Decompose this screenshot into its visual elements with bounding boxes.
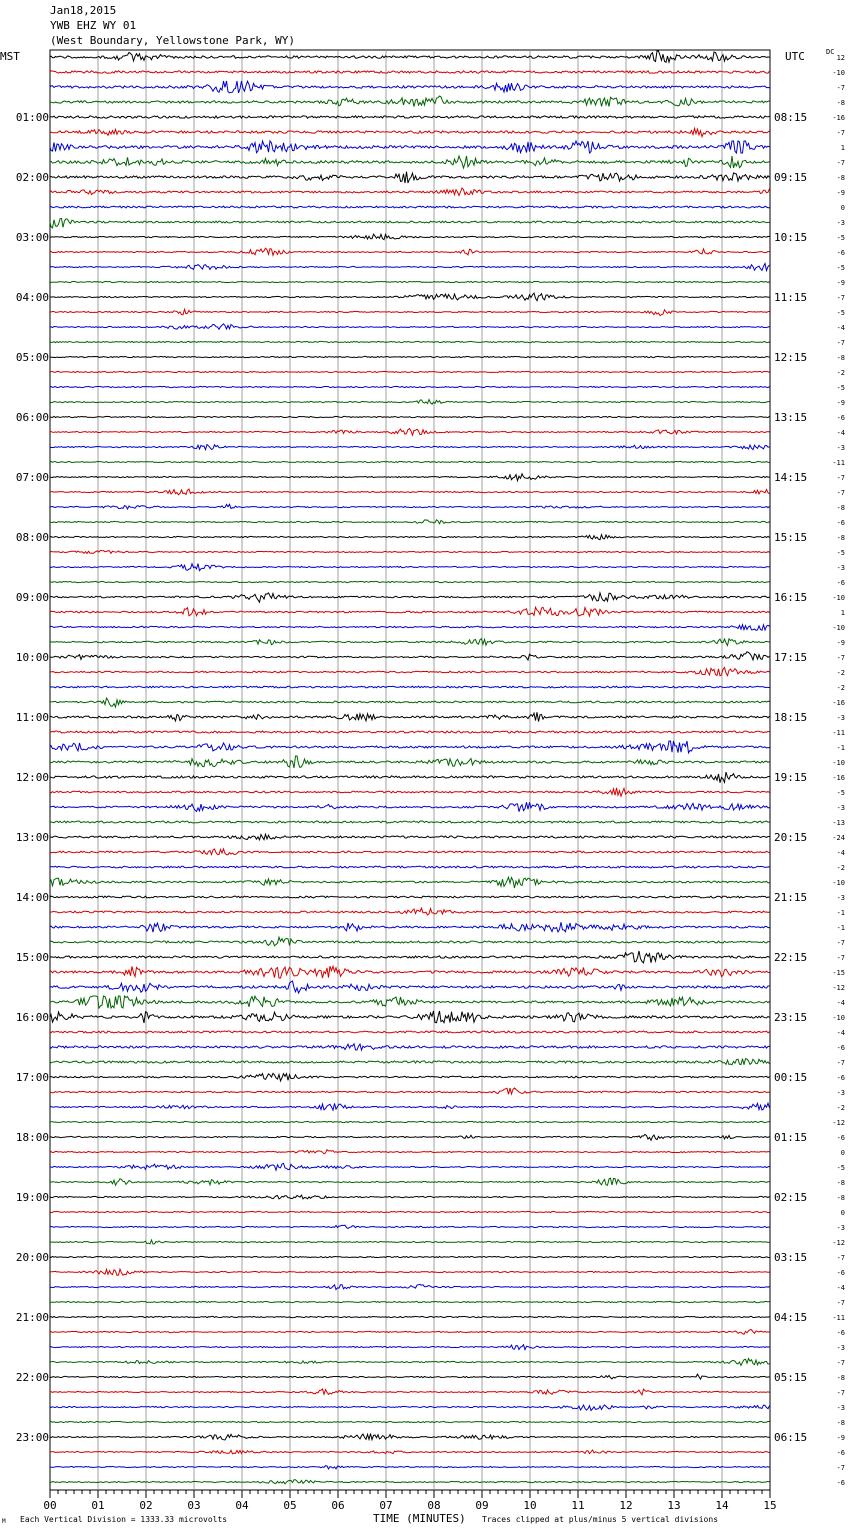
trace-line	[50, 1450, 770, 1454]
dc-offset-label: -2	[836, 669, 845, 677]
trace-line	[50, 1389, 770, 1395]
trace-line	[50, 581, 770, 582]
trace-line	[50, 821, 770, 823]
trace-line	[50, 206, 770, 208]
right-hour-label: 02:15	[774, 1191, 808, 1204]
left-hour-label: 18:00	[15, 1131, 49, 1144]
location-label: (West Boundary, Yellowstone Park, WY)	[50, 34, 296, 47]
trace-line	[50, 834, 770, 840]
dc-offset-label: 0	[840, 1209, 845, 1217]
trace-line	[50, 188, 770, 196]
x-tick-label: 15	[763, 1499, 777, 1512]
dc-offset-label: -8	[836, 174, 845, 182]
dc-offset-label: -2	[836, 864, 845, 872]
trace-line	[50, 877, 770, 888]
right-hour-label: 04:15	[774, 1311, 808, 1324]
right-hour-label: 15:15	[774, 531, 808, 544]
x-tick-label: 04	[235, 1499, 249, 1512]
dc-offset-label: -6	[836, 1134, 845, 1142]
x-axis-title: TIME (MINUTES)	[373, 1512, 466, 1525]
dc-offset-label: 1	[840, 144, 845, 152]
trace-line	[50, 698, 770, 707]
trace-line	[50, 1330, 770, 1335]
trace-line	[50, 908, 770, 915]
dc-offset-label: -9	[836, 639, 845, 647]
dc-offset-label: -7	[836, 339, 845, 347]
left-hour-label: 17:00	[15, 1071, 49, 1084]
dc-offset-label: -12	[832, 1239, 845, 1247]
trace-line	[50, 1256, 770, 1257]
right-timezone-label: UTC	[785, 50, 805, 63]
dc-offset-label: -8	[836, 1374, 845, 1382]
trace-line	[50, 281, 770, 282]
trace-line	[50, 1103, 770, 1110]
dc-offset-label: -9	[836, 1434, 845, 1442]
dc-offset-label: 1	[840, 609, 845, 617]
trace-line	[50, 116, 770, 118]
dc-offset-label: -9	[836, 189, 845, 197]
trace-line	[50, 1316, 770, 1317]
dc-header-label: DC	[826, 48, 835, 56]
dc-offset-label: -7	[836, 654, 845, 662]
dc-offset-label: -12	[832, 984, 845, 992]
trace-line	[50, 96, 770, 107]
dc-offset-label: -3	[836, 1224, 845, 1232]
trace-line	[50, 356, 770, 357]
right-hour-label: 22:15	[774, 951, 808, 964]
trace-line	[50, 1059, 770, 1065]
x-tick-label: 07	[379, 1499, 393, 1512]
dc-offset-label: -7	[836, 1299, 845, 1307]
dc-offset-label: -5	[836, 789, 845, 797]
dc-offset-label: -6	[836, 1479, 845, 1487]
trace-line	[50, 625, 770, 631]
dc-offset-label: -2	[836, 1104, 845, 1112]
trace-line	[50, 1240, 770, 1244]
dc-offset-label: -10	[832, 759, 845, 767]
right-hour-label: 20:15	[774, 831, 808, 844]
trace-line	[50, 1211, 770, 1212]
corner-mark: M	[2, 1518, 6, 1525]
dc-offset-label: -16	[832, 774, 845, 782]
left-hour-label: 23:00	[15, 1431, 49, 1444]
dc-offset-label: -10	[832, 69, 845, 77]
trace-line	[50, 1011, 770, 1023]
dc-offset-label: -4	[836, 429, 845, 437]
trace-line	[50, 1284, 770, 1289]
left-hour-label: 19:00	[15, 1191, 49, 1204]
dc-offset-label: -6	[836, 1269, 845, 1277]
trace-line	[50, 1195, 770, 1199]
right-hour-label: 21:15	[774, 891, 808, 904]
right-hour-label: 01:15	[774, 1131, 808, 1144]
trace-line	[50, 141, 770, 153]
dc-offset-label: -5	[836, 264, 845, 272]
trace-line	[50, 788, 770, 796]
trace-line	[50, 535, 770, 540]
trace-line	[50, 1134, 770, 1140]
dc-offset-label: -5	[836, 384, 845, 392]
trace-line	[50, 849, 770, 855]
trace-line	[50, 1178, 770, 1185]
right-hour-label: 19:15	[774, 771, 808, 784]
dc-offset-label: -5	[836, 549, 845, 557]
dc-offset-label: -8	[836, 99, 845, 107]
trace-line	[50, 324, 770, 330]
trace-line	[50, 489, 770, 495]
dc-offset-label: -3	[836, 444, 845, 452]
trace-line	[50, 896, 770, 898]
dc-offset-label: -3	[836, 1089, 845, 1097]
x-tick-label: 02	[139, 1499, 153, 1512]
dc-offset-label: 12	[836, 54, 845, 62]
trace-line	[50, 293, 770, 301]
dc-offset-label: -7	[836, 84, 845, 92]
trace-line	[50, 371, 770, 372]
dc-offset-label: -5	[836, 234, 845, 242]
dc-offset-label: -8	[836, 1419, 845, 1427]
right-hour-label: 09:15	[774, 171, 808, 184]
left-hour-label: 13:00	[15, 831, 49, 844]
trace-line	[50, 341, 770, 342]
trace-line	[50, 981, 770, 993]
dc-offset-label: -7	[836, 1389, 845, 1397]
trace-line	[50, 1405, 770, 1411]
trace-line	[50, 866, 770, 868]
dc-offset-label: -1	[836, 909, 845, 917]
trace-line	[50, 1480, 770, 1484]
trace-line	[50, 386, 770, 387]
trace-line	[50, 937, 770, 946]
trace-line	[50, 264, 770, 271]
dc-offset-label: -5	[836, 1164, 845, 1172]
dc-offset-label: -4	[836, 1029, 845, 1037]
trace-line	[50, 461, 770, 462]
trace-line	[50, 731, 770, 733]
dc-offset-label: -10	[832, 1014, 845, 1022]
trace-line	[50, 1073, 770, 1081]
trace-line	[50, 550, 770, 553]
dc-offset-label: -7	[836, 129, 845, 137]
clip-note: Traces clipped at plus/minus 5 vertical divisions	[482, 1515, 719, 1524]
x-tick-label: 09	[475, 1499, 489, 1512]
dc-offset-label: -7	[836, 1254, 845, 1262]
left-hour-label: 02:00	[15, 171, 49, 184]
left-hour-label: 08:00	[15, 531, 49, 544]
right-hour-label: 23:15	[774, 1011, 808, 1024]
trace-line	[50, 248, 770, 255]
x-tick-label: 06	[331, 1499, 345, 1512]
x-tick-label: 14	[715, 1499, 729, 1512]
x-tick-label: 13	[667, 1499, 681, 1512]
dc-offset-label: -2	[836, 369, 845, 377]
dc-offset-label: -7	[836, 159, 845, 167]
x-tick-label: 11	[571, 1499, 585, 1512]
x-tick-label: 00	[43, 1499, 57, 1512]
left-hour-label: 21:00	[15, 1311, 49, 1324]
left-hour-label: 10:00	[15, 651, 49, 664]
trace-line	[50, 309, 770, 315]
dc-offset-label: 0	[840, 1149, 845, 1157]
left-hour-label: 01:00	[15, 111, 49, 124]
left-hour-label: 07:00	[15, 471, 49, 484]
trace-line	[50, 1088, 770, 1094]
x-tick-label: 10	[523, 1499, 537, 1512]
dc-offset-label: -4	[836, 999, 845, 1007]
dc-offset-label: -10	[832, 624, 845, 632]
dc-offset-label: -7	[836, 1464, 845, 1472]
trace-line	[50, 172, 770, 183]
dc-offset-label: -7	[836, 294, 845, 302]
dc-offset-label: -4	[836, 1284, 845, 1292]
trace-line	[50, 445, 770, 450]
left-hour-label: 04:00	[15, 291, 49, 304]
trace-line	[50, 1301, 770, 1302]
trace-line	[50, 966, 770, 978]
dc-offset-label: -8	[836, 504, 845, 512]
right-hour-label: 08:15	[774, 111, 808, 124]
right-hour-label: 13:15	[774, 411, 808, 424]
dc-offset-label: -3	[836, 219, 845, 227]
left-hour-label: 05:00	[15, 351, 49, 364]
trace-line	[50, 71, 770, 73]
dc-offset-label: -1	[836, 744, 845, 752]
left-hour-label: 03:00	[15, 231, 49, 244]
trace-line	[50, 429, 770, 436]
trace-line	[50, 1121, 770, 1122]
dc-offset-label: -13	[832, 819, 845, 827]
trace-line	[50, 1150, 770, 1154]
trace-line	[50, 652, 770, 660]
dc-offset-label: -6	[836, 1044, 845, 1052]
left-hour-label: 20:00	[15, 1251, 49, 1264]
trace-line	[50, 772, 770, 783]
x-tick-label: 08	[427, 1499, 441, 1512]
dc-offset-label: -7	[836, 474, 845, 482]
trace-line	[50, 1421, 770, 1422]
dc-offset-label: -8	[836, 354, 845, 362]
trace-line	[50, 639, 770, 646]
left-timezone-label: MST	[0, 50, 20, 63]
x-tick-label: 01	[91, 1499, 105, 1512]
dc-offset-label: -3	[836, 894, 845, 902]
trace-line	[50, 1225, 770, 1228]
x-tick-label: 03	[187, 1499, 201, 1512]
right-hour-label: 17:15	[774, 651, 808, 664]
dc-offset-label: -11	[832, 729, 845, 737]
trace-line	[50, 564, 770, 571]
trace-line	[50, 922, 770, 932]
trace-line	[50, 802, 770, 812]
right-hour-label: 06:15	[774, 1431, 808, 1444]
right-hour-label: 12:15	[774, 351, 808, 364]
dc-offset-label: -6	[836, 519, 845, 527]
right-hour-label: 18:15	[774, 711, 808, 724]
x-tick-label: 12	[619, 1499, 633, 1512]
dc-offset-label: 0	[840, 204, 845, 212]
dc-offset-label: -16	[832, 114, 845, 122]
trace-line	[50, 686, 770, 688]
dc-offset-label: -5	[836, 309, 845, 317]
trace-line	[50, 1163, 770, 1170]
trace-line	[50, 951, 770, 963]
left-hour-label: 09:00	[15, 591, 49, 604]
dc-offset-label: -8	[836, 534, 845, 542]
dc-offset-label: -6	[836, 249, 845, 257]
trace-line	[50, 81, 770, 93]
plot-frame	[50, 50, 770, 1490]
left-hour-label: 22:00	[15, 1371, 49, 1384]
trace-line	[50, 668, 770, 676]
trace-line	[50, 504, 770, 509]
trace-line	[50, 593, 770, 602]
trace-line	[50, 1466, 770, 1469]
dc-offset-label: -3	[836, 1404, 845, 1412]
dc-offset-label: -10	[832, 879, 845, 887]
right-hour-label: 10:15	[774, 231, 808, 244]
dc-offset-label: -6	[836, 1329, 845, 1337]
left-hour-label: 16:00	[15, 1011, 49, 1024]
left-hour-label: 06:00	[15, 411, 49, 424]
right-hour-label: 05:15	[774, 1371, 808, 1384]
x-tick-label: 05	[283, 1499, 297, 1512]
dc-offset-label: -7	[836, 1059, 845, 1067]
dc-offset-label: -16	[832, 699, 845, 707]
dc-offset-label: -3	[836, 564, 845, 572]
trace-line	[50, 1359, 770, 1366]
dc-offset-label: -11	[832, 1314, 845, 1322]
trace-line	[50, 416, 770, 417]
trace-line	[50, 996, 770, 1008]
left-hour-label: 11:00	[15, 711, 49, 724]
right-hour-label: 14:15	[774, 471, 808, 484]
dc-offset-label: -7	[836, 939, 845, 947]
trace-line	[50, 400, 770, 405]
left-hour-label: 14:00	[15, 891, 49, 904]
dc-offset-label: -2	[836, 684, 845, 692]
dc-offset-label: -6	[836, 1074, 845, 1082]
dc-offset-label: -24	[832, 834, 845, 842]
dc-offset-label: -12	[832, 1119, 845, 1127]
left-hour-label: 12:00	[15, 771, 49, 784]
trace-line	[50, 156, 770, 168]
dc-offset-label: -11	[832, 459, 845, 467]
trace-line	[50, 712, 770, 721]
trace-line	[50, 1434, 770, 1440]
dc-offset-label: -10	[832, 594, 845, 602]
trace-line	[50, 1269, 770, 1275]
dc-offset-label: -7	[836, 954, 845, 962]
scale-note: Each Vertical Division = 1333.33 microvolts	[20, 1515, 228, 1524]
station-label: YWB EHZ WY 01	[50, 19, 137, 32]
trace-line	[50, 219, 770, 228]
dc-offset-label: -3	[836, 1344, 845, 1352]
dc-offset-label: -9	[836, 279, 845, 287]
dc-offset-label: -6	[836, 579, 845, 587]
trace-line	[50, 607, 770, 616]
trace-line	[50, 741, 770, 753]
trace-line	[50, 1374, 770, 1379]
dc-offset-label: -1	[836, 924, 845, 932]
right-hour-label: 11:15	[774, 291, 808, 304]
dc-offset-label: -9	[836, 399, 845, 407]
trace-line	[50, 1345, 770, 1350]
dc-offset-label: -8	[836, 1179, 845, 1187]
dc-offset-label: -7	[836, 1359, 845, 1367]
dc-offset-label: -4	[836, 849, 845, 857]
trace-line	[50, 234, 770, 240]
dc-offset-label: -15	[832, 969, 845, 977]
trace-line	[50, 520, 770, 524]
dc-offset-label: -8	[836, 1194, 845, 1202]
dc-offset-label: -3	[836, 804, 845, 812]
right-hour-label: 03:15	[774, 1251, 808, 1264]
left-hour-label: 15:00	[15, 951, 49, 964]
trace-line	[50, 474, 770, 481]
right-hour-label: 16:15	[774, 591, 808, 604]
dc-offset-label: -6	[836, 414, 845, 422]
trace-line	[50, 51, 770, 62]
dc-offset-label: -3	[836, 714, 845, 722]
dc-offset-label: -7	[836, 489, 845, 497]
right-hour-label: 00:15	[774, 1071, 808, 1084]
date-label: Jan18,2015	[50, 4, 117, 17]
dc-offset-label: -4	[836, 324, 845, 332]
trace-line	[50, 1044, 770, 1050]
trace-line	[50, 128, 770, 136]
dc-offset-label: -6	[836, 1449, 845, 1457]
trace-line	[50, 756, 770, 768]
trace-line	[50, 1031, 770, 1033]
